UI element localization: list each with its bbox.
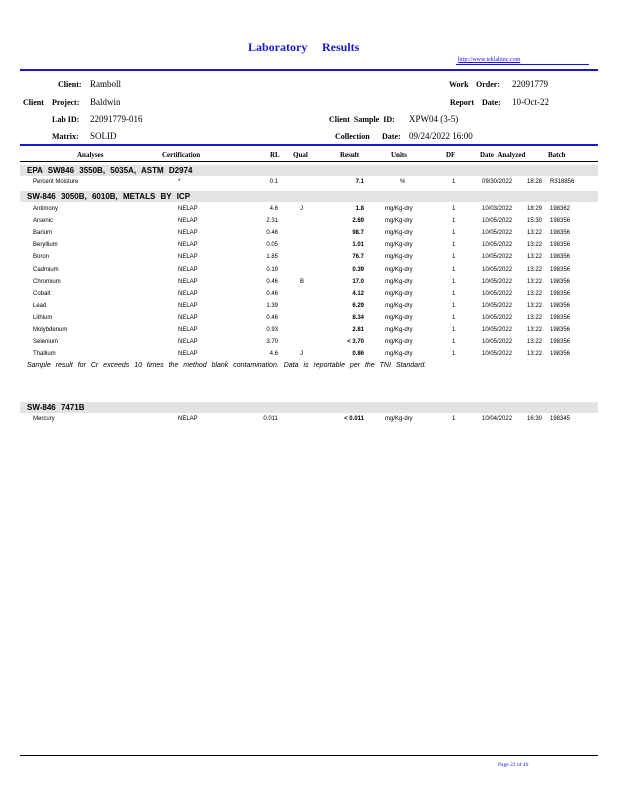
date-analyzed: 10/04/2022 [482, 416, 513, 422]
col-analyses: Analyses [77, 151, 104, 159]
rl-value: 0.46 [266, 314, 278, 321]
dilution-factor: 1 [452, 314, 456, 321]
result-value: 7.1 [355, 179, 364, 185]
batch-id: R318856 [550, 179, 575, 185]
date-analyzed: 10/05/2022 [482, 230, 513, 237]
units: mg/Kg-dry [385, 242, 413, 249]
analyte: Barium [33, 230, 53, 237]
units: mg/Kg-dry [385, 278, 413, 285]
col-certification: Certification [162, 151, 201, 159]
units: % [400, 179, 406, 185]
batch-id: 198362 [550, 206, 571, 212]
dilution-factor: 1 [452, 351, 456, 358]
analyte: Beryllium [33, 242, 58, 249]
analyte: Antimony [33, 206, 59, 212]
dilution-factor: 1 [452, 242, 456, 249]
result-value: 0.39 [352, 266, 364, 273]
result-value: 2.69 [352, 218, 364, 225]
certification: NELAP [178, 242, 198, 249]
time-analyzed: 13:22 [527, 339, 543, 346]
client-sample-id-value: XPW04 (3-5) [409, 114, 459, 124]
rl-value: 0.46 [266, 230, 278, 237]
time-analyzed: 18:28 [527, 179, 543, 185]
section-note: Sample result for Cr exceeds 10 times the method blank contamination. Data is reportable per the TNI Standard. [27, 362, 427, 369]
date-analyzed: 10/05/2022 [482, 314, 513, 321]
batch-id: 198356 [550, 230, 571, 237]
date-analyzed: 10/05/2022 [482, 242, 513, 249]
certification: NELAP [178, 314, 198, 321]
client-group-label: Client [23, 98, 44, 107]
result-value: 2.81 [352, 327, 364, 333]
analyte: Cobalt [33, 290, 51, 297]
result-value: 1.01 [352, 242, 364, 249]
units: mg/Kg-dry [385, 327, 413, 333]
result-value: 4.12 [352, 290, 364, 297]
rl-value: 0.93 [266, 327, 278, 333]
certification: NELAP [178, 351, 198, 358]
page-number: Page 22 of 46 [498, 762, 529, 768]
result-value: 98.7 [352, 230, 364, 237]
rl-value: 0.1 [269, 179, 278, 185]
matrix-label: Matrix: [52, 132, 79, 141]
col-result: Result [340, 151, 360, 159]
rl-value: 1.85 [266, 254, 278, 261]
time-analyzed: 13:22 [527, 278, 543, 285]
report-date-label: Date: [482, 98, 501, 107]
certification: NELAP [178, 339, 198, 346]
batch-id: 198356 [550, 327, 571, 333]
project-value: Baldwin [90, 97, 121, 107]
analyte: Lead [33, 302, 47, 309]
dilution-factor: 1 [452, 254, 456, 261]
date-analyzed: 10/05/2022 [482, 290, 513, 297]
time-analyzed: 16:30 [527, 416, 543, 422]
result-value: < 0.011 [344, 416, 364, 422]
result-value: 76.7 [352, 254, 364, 261]
units: mg/Kg-dry [385, 416, 413, 422]
time-analyzed: 13:22 [527, 290, 543, 297]
analyte: Chromium [33, 278, 61, 285]
units: mg/Kg-dry [385, 339, 413, 346]
lab-website-link[interactable]: http://www.teklabinc.com [458, 57, 521, 63]
analyte: Arsenic [33, 218, 54, 225]
certification: NELAP [178, 290, 198, 297]
client-value: Ramboll [90, 79, 121, 89]
certification: NELAP [178, 416, 198, 422]
certification: NELAP [178, 278, 198, 285]
client-sample-id-label: Client Sample ID: [329, 115, 395, 124]
certification: NELAP [178, 206, 198, 212]
col-units: Units [391, 151, 407, 159]
batch-id: 198356 [550, 218, 571, 225]
qualifier: J [300, 351, 303, 358]
certification: NELAP [178, 254, 198, 261]
rl-value: 0.46 [266, 290, 278, 297]
batch-id: 198356 [550, 254, 571, 261]
result-value: 0.86 [352, 351, 364, 358]
batch-id: 198356 [550, 314, 571, 321]
units: mg/Kg-dry [385, 266, 413, 273]
collection-date-value: 09/24/2022 16:00 [409, 131, 473, 141]
batch-id: 198345 [550, 416, 571, 422]
date-analyzed: 10/05/2022 [482, 278, 513, 285]
dilution-factor: 1 [452, 266, 456, 273]
analyte: Selenium [33, 339, 59, 346]
units: mg/Kg-dry [385, 230, 413, 237]
certification: NELAP [178, 302, 198, 309]
batch-id: 198356 [550, 351, 571, 358]
column-header-rule [20, 161, 598, 162]
col-date-analyzed: Date Analyzed [480, 151, 526, 159]
dilution-factor: 1 [452, 218, 456, 225]
time-analyzed: 18:29 [527, 206, 543, 212]
section-header: EPA SW846 3550B, 5035A, ASTM D2974 [27, 166, 193, 175]
batch-id: 198356 [550, 266, 571, 273]
time-analyzed: 13:22 [527, 302, 543, 309]
dilution-factor: 1 [452, 179, 456, 185]
dilution-factor: 1 [452, 416, 456, 422]
time-analyzed: 13:22 [527, 242, 543, 249]
rl-value: 4.6 [269, 206, 278, 212]
section-header: SW-846 7471B [27, 403, 85, 412]
footer-rule [20, 755, 598, 756]
certification: NELAP [178, 327, 198, 333]
time-analyzed: 15:30 [527, 218, 543, 225]
date-analyzed: 10/05/2022 [482, 351, 513, 358]
certification: NELAP [178, 218, 198, 225]
client-label: Client: [58, 80, 82, 89]
date-analyzed: 10/05/2022 [482, 302, 513, 309]
rl-value: 0.46 [266, 278, 278, 285]
header-top-rule [20, 69, 598, 71]
analyte: Mercury [33, 416, 55, 422]
date-analyzed: 10/05/2022 [482, 339, 513, 346]
units: mg/Kg-dry [385, 254, 413, 261]
section-header: SW-846 3050B, 6010B, METALS BY ICP [27, 192, 191, 201]
dilution-factor: 1 [452, 278, 456, 285]
matrix-value: SOLID [90, 131, 117, 141]
rl-value: 0.19 [266, 266, 278, 273]
result-value: 17.0 [352, 278, 364, 285]
analyte: Boron [33, 254, 50, 261]
time-analyzed: 13:22 [527, 327, 543, 333]
batch-id: 198356 [550, 290, 571, 297]
qualifier: B [300, 278, 305, 285]
col-rl: RL [270, 151, 280, 159]
rl-value: 2.31 [266, 218, 278, 225]
units: mg/Kg-dry [385, 314, 413, 321]
result-value: < 3.70 [347, 339, 364, 346]
lab-id-value: 22091779-016 [90, 114, 143, 124]
certification: * [178, 179, 181, 185]
time-analyzed: 13:22 [527, 314, 543, 321]
analyte: Percent Moisture [33, 179, 79, 185]
dilution-factor: 1 [452, 339, 456, 346]
rl-value: 1.39 [266, 302, 278, 309]
date-analyzed: 10/05/2022 [482, 266, 513, 273]
units: mg/Kg-dry [385, 218, 413, 225]
rl-value: 4.6 [269, 351, 278, 358]
section-band [20, 402, 598, 413]
batch-id: 198356 [550, 302, 571, 309]
collection-label: Collection [335, 132, 370, 141]
result-value: 8.34 [352, 314, 364, 321]
report-date-value: 10-Oct-22 [512, 97, 549, 107]
analyte: Molybdenum [33, 327, 68, 333]
col-qual: Qual [293, 151, 308, 159]
rl-value: 0.011 [263, 416, 278, 422]
order-label: Order: [476, 80, 500, 89]
time-analyzed: 13:22 [527, 266, 543, 273]
units: mg/Kg-dry [385, 206, 413, 212]
col-batch: Batch [548, 151, 566, 159]
date-analyzed: 10/03/2022 [482, 206, 513, 212]
certification: NELAP [178, 266, 198, 273]
batch-id: 198356 [550, 242, 571, 249]
dilution-factor: 1 [452, 327, 456, 333]
rl-value: 0.05 [266, 242, 278, 249]
collection-date-label: Date: [382, 132, 401, 141]
units: mg/Kg-dry [385, 290, 413, 297]
batch-id: 198356 [550, 339, 571, 346]
date-analyzed: 10/05/2022 [482, 327, 513, 333]
report-label: Report [450, 98, 474, 107]
project-label: Project: [52, 98, 80, 107]
date-analyzed: 10/05/2022 [482, 254, 513, 261]
dilution-factor: 1 [452, 230, 456, 237]
dilution-factor: 1 [452, 302, 456, 309]
title-laboratory: Laboratory [248, 40, 308, 54]
table-top-rule [20, 144, 598, 146]
rl-value: 3.70 [266, 339, 278, 346]
dilution-factor: 1 [452, 206, 456, 212]
analyte: Cadmium [33, 266, 59, 273]
col-df: DF [446, 151, 456, 159]
analyte: Thallium [33, 351, 56, 358]
result-value: 6.29 [352, 302, 364, 309]
title-results: Results [322, 40, 360, 54]
time-analyzed: 13:22 [527, 351, 543, 358]
result-value: 1.8 [355, 206, 364, 212]
certification: NELAP [178, 230, 198, 237]
dilution-factor: 1 [452, 290, 456, 297]
time-analyzed: 13:22 [527, 230, 543, 237]
qualifier: J [300, 206, 303, 212]
units: mg/Kg-dry [385, 302, 413, 309]
order-value: 22091779 [512, 79, 548, 89]
url-underline [456, 64, 589, 65]
batch-id: 198356 [550, 278, 571, 285]
units: mg/Kg-dry [385, 351, 413, 358]
lab-id-label: Lab ID: [52, 115, 80, 124]
analyte: Lithium [33, 314, 53, 321]
time-analyzed: 13:22 [527, 254, 543, 261]
work-label: Work [449, 80, 469, 89]
date-analyzed: 10/05/2022 [482, 218, 513, 225]
date-analyzed: 09/30/2022 [482, 179, 513, 185]
